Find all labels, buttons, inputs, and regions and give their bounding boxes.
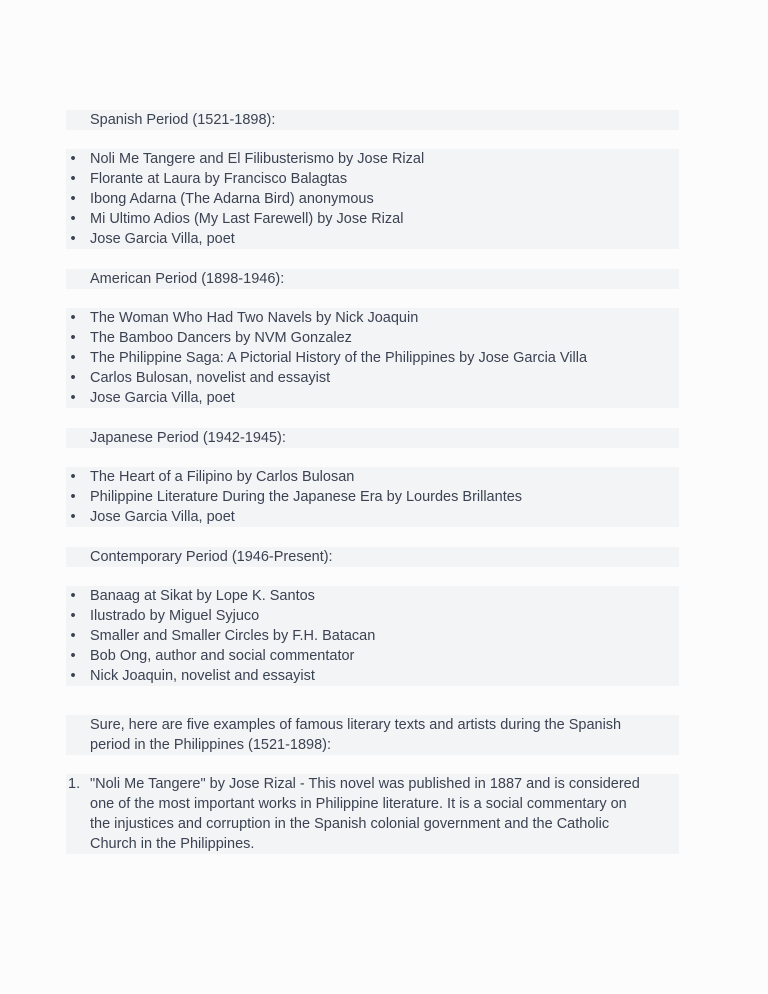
bullet: • [70, 588, 76, 604]
item-number: 1. [68, 776, 81, 792]
list-item-text: Florante at Laura by Francisco Balagtas [90, 171, 348, 187]
bullet: • [70, 211, 76, 227]
bullet: • [70, 191, 76, 207]
section-heading-japanese [66, 428, 679, 448]
list-american [66, 308, 679, 408]
heading-text: American Period (1898-1946): [90, 271, 285, 287]
bullet: • [70, 489, 76, 505]
list-item-text: Jose Garcia Villa, poet [90, 231, 235, 247]
bullet: • [70, 668, 76, 684]
list-item [66, 626, 679, 646]
list-item-text: The Heart of a Filipino by Carlos Bulosan [90, 469, 355, 485]
list-item-text: Philippine Literature During the Japanese Era by Lourdes Brillantes [90, 489, 523, 505]
bullet: • [70, 469, 76, 485]
bullet: • [70, 350, 76, 366]
heading-text: Japanese Period (1942-1945): [90, 430, 286, 446]
item-line: one of the most important works in Philippine literature. It is a social commentary on [90, 796, 627, 812]
section-heading-american [66, 269, 679, 289]
list-item-text: Ibong Adarna (The Adarna Bird) anonymous [90, 191, 374, 207]
list-japanese [66, 467, 679, 527]
list-item-text: The Philippine Saga: A Pictorial History of the Philippines by Jose Garcia Villa [90, 350, 588, 366]
intro-paragraph [66, 715, 679, 755]
list-item [66, 507, 679, 527]
list-item-text: The Bamboo Dancers by NVM Gonzalez [90, 330, 352, 346]
list-item-text: Ilustrado by Miguel Syjuco [90, 608, 260, 624]
bullet: • [70, 608, 76, 624]
bullet: • [70, 310, 76, 326]
intro-line: Sure, here are five examples of famous literary texts and artists during the Spanish [90, 717, 622, 733]
section-heading-contemporary [66, 547, 679, 567]
list-item-text: Mi Ultimo Adios (My Last Farewell) by Jose Rizal [90, 211, 404, 227]
section-heading-spanish [66, 110, 679, 130]
list-item-text: Jose Garcia Villa, poet [90, 390, 235, 406]
list-contemporary [66, 586, 679, 686]
item-line: the injustices and corruption in the Spanish colonial government and the Catholic [90, 816, 610, 832]
bullet: • [70, 648, 76, 664]
bullet: • [70, 330, 76, 346]
list-item-text: Smaller and Smaller Circles by F.H. Batacan [90, 628, 376, 644]
list-item [66, 209, 679, 229]
list-item [66, 149, 679, 169]
list-item [66, 467, 679, 487]
list-item [66, 487, 679, 507]
list-item-text: Carlos Bulosan, novelist and essayist [90, 370, 331, 386]
heading-text: Contemporary Period (1946-Present): [90, 549, 333, 565]
list-item [66, 388, 679, 408]
bullet: • [70, 231, 76, 247]
bullet: • [70, 171, 76, 187]
item-line: Church in the Philippines. [90, 836, 255, 852]
heading-text: Spanish Period (1521-1898): [90, 112, 276, 128]
list-spanish [66, 149, 679, 249]
list-item [66, 308, 679, 328]
list-item [66, 368, 679, 388]
list-item [66, 606, 679, 626]
list-item [66, 229, 679, 249]
list-item [66, 586, 679, 606]
list-item-text: Banaag at Sikat by Lope K. Santos [90, 588, 315, 604]
item-line: "Noli Me Tangere" by Jose Rizal - This novel was published in 1887 and is considered [90, 776, 640, 792]
numbered-item [66, 774, 679, 854]
list-item [66, 189, 679, 209]
bullet: • [70, 370, 76, 386]
list-item [66, 348, 679, 368]
numbered-list [66, 774, 679, 854]
list-item [66, 328, 679, 348]
list-item-text: Jose Garcia Villa, poet [90, 509, 235, 525]
list-item-text: Noli Me Tangere and El Filibusterismo by Jose Rizal [90, 151, 425, 167]
list-item [66, 666, 679, 686]
bullet: • [70, 509, 76, 525]
list-item [66, 169, 679, 189]
bullet: • [70, 390, 76, 406]
bullet: • [70, 151, 76, 167]
list-item-text: Bob Ong, author and social commentator [90, 648, 355, 664]
intro-line: period in the Philippines (1521-1898): [90, 737, 332, 753]
list-item-text: Nick Joaquin, novelist and essayist [90, 668, 315, 684]
bullet: • [70, 628, 76, 644]
list-item-text: The Woman Who Had Two Navels by Nick Joaquin [90, 310, 419, 326]
list-item [66, 646, 679, 666]
